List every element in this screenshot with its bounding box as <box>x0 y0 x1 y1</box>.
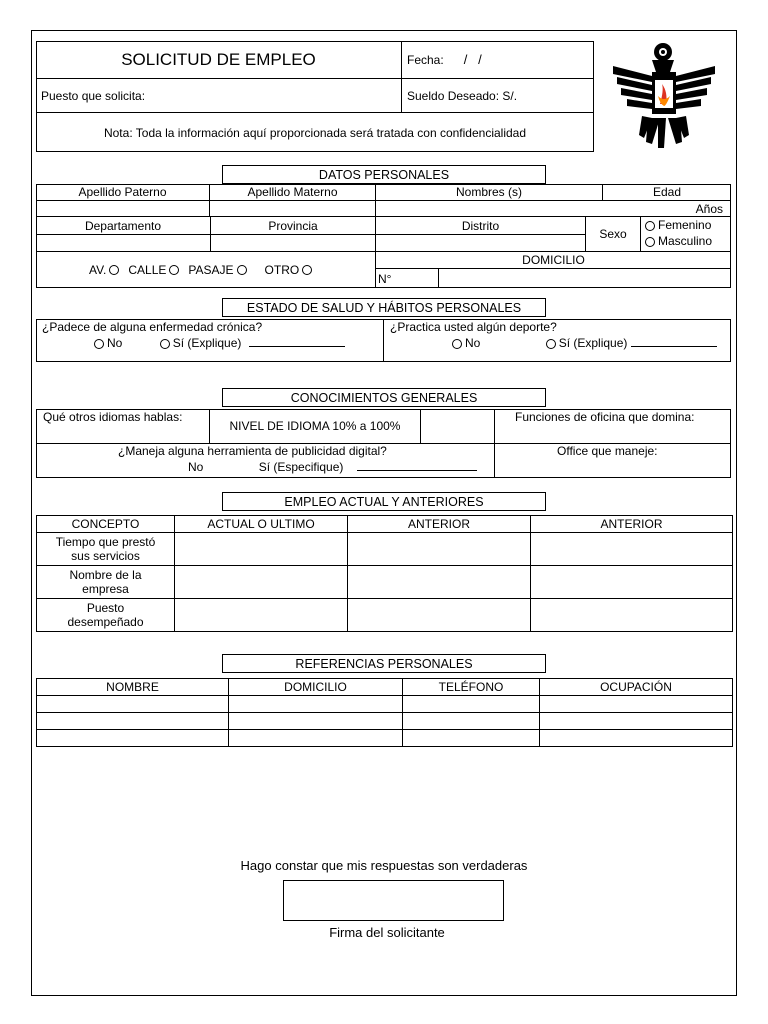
section-salud: ESTADO DE SALUD Y HÁBITOS PERSONALES <box>222 298 546 317</box>
enfermedad-explique-line[interactable] <box>249 336 345 347</box>
otro-label: OTRO <box>264 263 300 277</box>
table-row <box>37 696 733 713</box>
av-label: AV. <box>89 263 107 277</box>
empresa-anterior-1-cell[interactable] <box>348 566 531 599</box>
empleo-header-actual: ACTUAL O ULTIMO <box>175 516 348 533</box>
pasaje-label: PASAJE <box>188 263 234 277</box>
departamento-label: Departamento <box>36 217 211 235</box>
form-title: SOLICITUD DE EMPLEO <box>36 41 402 79</box>
enfermedad-si-radio[interactable] <box>160 339 170 349</box>
femenino-option[interactable] <box>642 217 731 233</box>
otro-radio[interactable] <box>302 265 312 275</box>
idiomas-label: Qué otros idiomas hablas: <box>43 410 183 424</box>
ref-header-nombre: NOMBRE <box>37 679 229 696</box>
firma-label: Firma del solicitante <box>329 924 445 940</box>
tiempo-actual-cell[interactable] <box>175 533 348 566</box>
deporte-si-radio[interactable] <box>546 339 556 349</box>
empleo-header-anterior-1: ANTERIOR <box>348 516 531 533</box>
domicilio-input[interactable] <box>439 269 731 288</box>
section-empleo: EMPLEO ACTUAL Y ANTERIORES <box>222 492 546 511</box>
masculino-label: Masculino <box>658 234 713 248</box>
section-datos-personales: DATOS PERSONALES <box>222 165 546 184</box>
calle-radio[interactable] <box>169 265 179 275</box>
sueldo-field[interactable]: Sueldo Deseado: S/. <box>402 79 594 113</box>
departamento-input[interactable] <box>36 235 211 252</box>
nombres-label: Nombres (s) <box>376 184 603 201</box>
deporte-no-label: No <box>465 336 481 350</box>
concepto-empresa-line2: empresa <box>82 582 129 596</box>
table-row <box>37 713 733 730</box>
deporte-question <box>384 319 731 362</box>
concepto-empresa <box>37 566 175 599</box>
enfermedad-options <box>91 336 345 350</box>
ref-domicilio-cell[interactable] <box>229 730 403 747</box>
nivel-idioma-label: NIVEL DE IDIOMA 10% a 100% <box>210 409 421 444</box>
puesto-anterior-2-cell[interactable] <box>531 599 733 632</box>
distrito-input[interactable] <box>376 235 586 252</box>
sexo-label: Sexo <box>586 217 641 252</box>
ref-header-domicilio: DOMICILIO <box>229 679 403 696</box>
apellido-paterno-input[interactable] <box>36 201 210 217</box>
deporte-explique-line[interactable] <box>631 336 717 347</box>
deporte-options <box>449 336 717 350</box>
publicidad-si-label[interactable]: Sí (Especifique) <box>258 460 344 474</box>
femenino-radio[interactable] <box>645 221 655 231</box>
firma-box[interactable] <box>283 880 504 921</box>
concepto-empresa-line1: Nombre de la <box>69 568 142 582</box>
section-referencias: REFERENCIAS PERSONALES <box>222 654 546 673</box>
publicidad-label: ¿Maneja alguna herramienta de publicidad digital? <box>118 444 387 458</box>
declaracion-text: Hago constar que mis respuestas son verdaderas <box>240 857 528 873</box>
ref-telefono-cell[interactable] <box>403 696 540 713</box>
sexo-options <box>641 217 731 252</box>
enfermedad-label: ¿Padece de alguna enfermedad crónica? <box>42 320 263 334</box>
enfermedad-si-label: Sí (Explique) <box>172 336 242 350</box>
office-label: Office que maneje: <box>557 444 658 458</box>
publicidad-field <box>36 444 495 478</box>
eagle-logo <box>608 40 720 152</box>
section-conocimientos: CONOCIMIENTOS GENERALES <box>222 388 546 407</box>
av-radio[interactable] <box>109 265 119 275</box>
tipo-via-options <box>36 252 376 288</box>
fecha-field[interactable] <box>402 41 594 79</box>
ref-header-telefono: TELÉFONO <box>403 679 540 696</box>
concepto-puesto-line2: desempeñado <box>67 615 144 629</box>
masculino-radio[interactable] <box>645 237 655 247</box>
anos-label: Años <box>695 201 723 216</box>
ref-domicilio-cell[interactable] <box>229 713 403 730</box>
deporte-no-radio[interactable] <box>452 339 462 349</box>
table-row <box>37 730 733 747</box>
table-row <box>37 533 733 566</box>
ref-telefono-cell[interactable] <box>403 713 540 730</box>
ref-ocupacion-cell[interactable] <box>540 713 733 730</box>
empleo-table <box>36 515 733 632</box>
publicidad-options <box>188 460 477 474</box>
ref-nombre-cell[interactable] <box>37 713 229 730</box>
nombres-input[interactable] <box>376 201 641 217</box>
edad-input[interactable] <box>603 201 731 217</box>
provincia-label: Provincia <box>211 217 376 235</box>
deporte-si-label: Sí (Explique) <box>558 336 628 350</box>
funciones-label: Funciones de oficina que domina: <box>515 410 695 424</box>
pasaje-radio[interactable] <box>237 265 247 275</box>
ref-nombre-cell[interactable] <box>37 696 229 713</box>
tiempo-anterior-2-cell[interactable] <box>531 533 733 566</box>
office-field[interactable] <box>495 444 731 478</box>
nivel-idioma-input[interactable] <box>421 409 495 444</box>
apellido-paterno-label: Apellido Paterno <box>36 184 210 201</box>
funciones-oficina-field[interactable] <box>495 409 731 444</box>
deporte-label: ¿Practica usted algún deporte? <box>390 320 557 334</box>
apellido-materno-label: Apellido Materno <box>210 184 376 201</box>
empleo-header-concepto: CONCEPTO <box>37 516 175 533</box>
edad-label: Edad <box>603 184 731 201</box>
ref-ocupacion-cell[interactable] <box>540 730 733 747</box>
enfermedad-no-label: No <box>107 336 123 350</box>
numero-label: N° <box>376 269 439 288</box>
concepto-tiempo-line1: Tiempo que prestó <box>55 535 156 549</box>
femenino-label: Femenino <box>658 218 712 232</box>
fecha-value: / / <box>463 52 482 67</box>
apellido-materno-input[interactable] <box>210 201 376 217</box>
empleo-header-anterior-2: ANTERIOR <box>531 516 733 533</box>
confidentiality-note: Nota: Toda la información aquí proporcionada será tratada con confidencialidad <box>103 125 527 140</box>
enfermedad-question <box>36 319 384 362</box>
concepto-puesto <box>37 599 175 632</box>
referencias-table <box>36 678 733 747</box>
provincia-input[interactable] <box>211 235 376 252</box>
tiempo-anterior-1-cell[interactable] <box>348 533 531 566</box>
ref-domicilio-cell[interactable] <box>229 696 403 713</box>
concepto-tiempo <box>37 533 175 566</box>
puesto-anterior-1-cell[interactable] <box>348 599 531 632</box>
calle-label: CALLE <box>128 263 167 277</box>
table-row <box>37 566 733 599</box>
publicidad-no-label[interactable]: No <box>188 460 204 474</box>
ref-nombre-cell[interactable] <box>37 730 229 747</box>
domicilio-label: DOMICILIO <box>376 252 731 269</box>
idiomas-field[interactable] <box>36 409 210 444</box>
puesto-field[interactable]: Puesto que solicita: <box>36 79 402 113</box>
empresa-anterior-2-cell[interactable] <box>531 566 733 599</box>
ref-telefono-cell[interactable] <box>403 730 540 747</box>
empresa-actual-cell[interactable] <box>175 566 348 599</box>
ref-ocupacion-cell[interactable] <box>540 696 733 713</box>
masculino-option[interactable] <box>642 233 731 249</box>
publicidad-especifique-line[interactable] <box>357 460 477 471</box>
concepto-tiempo-line2: sus servicios <box>71 549 140 563</box>
fecha-label: Fecha: <box>407 52 444 67</box>
enfermedad-no-radio[interactable] <box>94 339 104 349</box>
concepto-puesto-line1: Puesto <box>86 601 125 615</box>
puesto-actual-cell[interactable] <box>175 599 348 632</box>
distrito-label: Distrito <box>376 217 586 235</box>
table-row <box>37 599 733 632</box>
ref-header-ocupacion: OCUPACIÓN <box>540 679 733 696</box>
